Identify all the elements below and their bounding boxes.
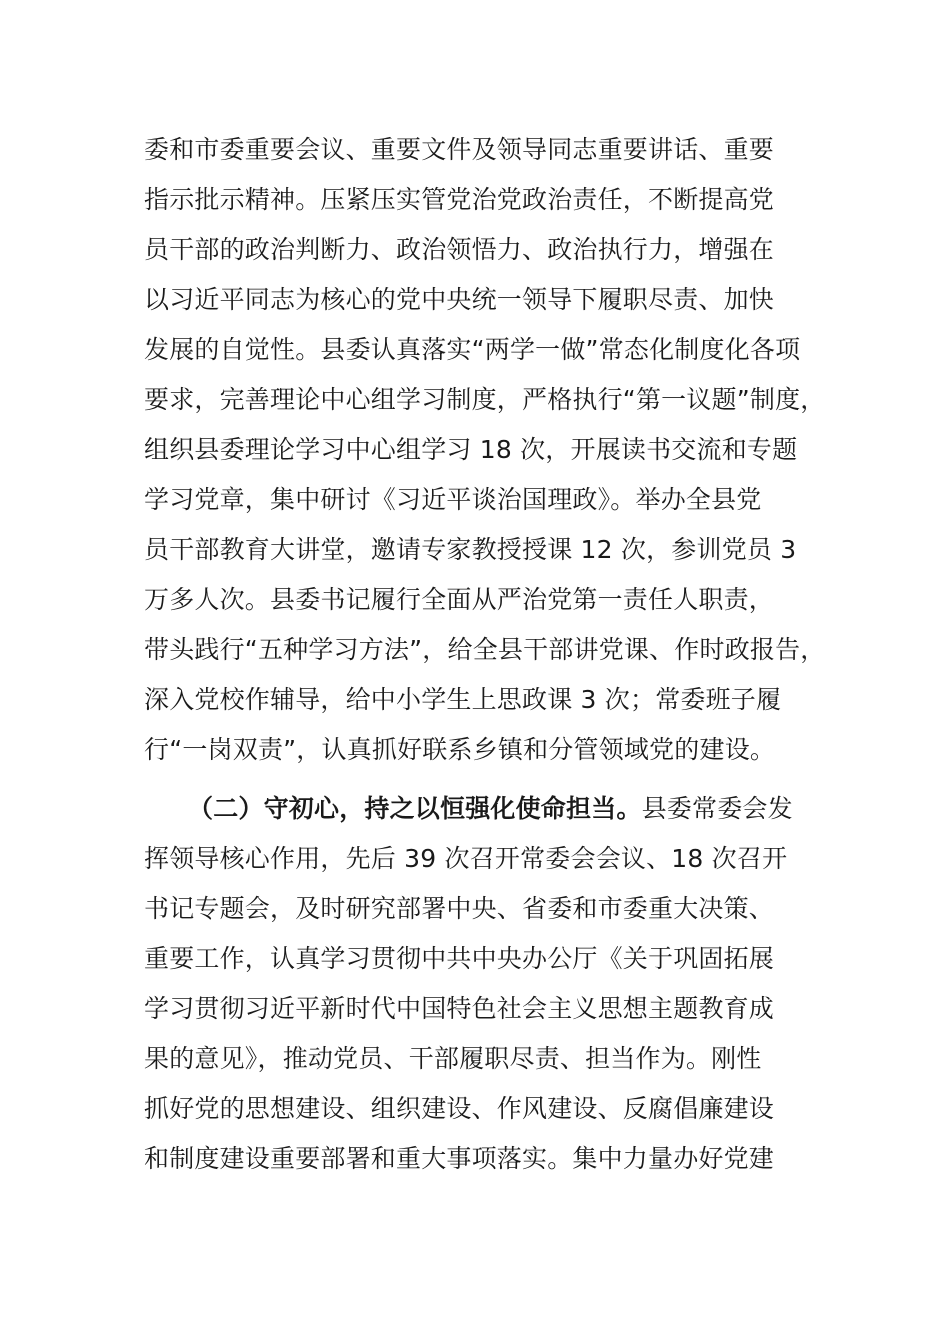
paragraph-1-line-4: 以习近平同志为核心的党中央统一领导下履职尽责、加快 — [144, 285, 775, 314]
paragraph-2-line-1 — [188, 793, 793, 825]
paragraph-2-line-2: 挥领导核心作用，先后 39 次召开常委会会议、18 次召开 — [144, 844, 788, 873]
paragraph-1-line-10: 万多人次。县委书记履行全面从严治党第一责任人职责， — [144, 585, 775, 614]
paragraph-2-line-4: 重要工作，认真学习贯彻中共中央办公厅《关于巩固拓展 — [144, 944, 775, 973]
paragraph-1-line-11: 带头践行“五种学习方法”，给全县干部讲党课、作时政报告， — [144, 635, 826, 664]
paragraph-2-line-7: 抓好党的思想建设、组织建设、作风建设、反腐倡廉建设 — [144, 1094, 775, 1123]
paragraph-1-line-2: 指示批示精神。压紧压实管党治党政治责任，不断提高党 — [144, 185, 775, 214]
paragraph-1-line-9: 员干部教育大讲堂，邀请专家教授授课 12 次，参训党员 3 — [144, 535, 797, 564]
paragraph-2-line-3: 书记专题会，及时研究部署中央、省委和市委重大决策、 — [144, 894, 775, 923]
paragraph-2-line-1-rest: 县委常委会发 — [641, 794, 793, 823]
paragraph-2-line-6: 果的意见》，推动党员、干部履职尽责、担当作为。刚性 — [144, 1044, 762, 1073]
paragraph-1-line-12: 深入党校作辅导，给中小学生上思政课 3 次；常委班子履 — [144, 685, 782, 714]
paragraph-1-line-8: 学习党章，集中研讨《习近平谈治国理政》。举办全县党 — [144, 485, 762, 514]
paragraph-1-line-3: 员干部的政治判断力、政治领悟力、政治执行力，增强在 — [144, 235, 775, 264]
paragraph-1-line-13: 行“一岗双责”，认真抓好联系乡镇和分管领域党的建设。 — [144, 735, 776, 764]
paragraph-2-line-5: 学习贯彻习近平新时代中国特色社会主义思想主题教育成 — [144, 994, 775, 1023]
paragraph-1-line-6: 要求，完善理论中心组学习制度，严格执行“第一议题”制度， — [144, 385, 826, 414]
paragraph-1-line-1: 委和市委重要会议、重要文件及领导同志重要讲话、重要 — [144, 135, 775, 164]
paragraph-1-line-5: 发展的自觉性。县委认真落实“两学一做”常态化制度化各项 — [144, 335, 801, 364]
paragraph-2-line-8: 和制度建设重要部署和重大事项落实。集中力量办好党建 — [144, 1144, 775, 1173]
paragraph-1-line-7: 组织县委理论学习中心组学习 18 次，开展读书交流和专题 — [144, 435, 798, 464]
section-heading: （二）守初心，持之以恒强化使命担当。 — [188, 794, 642, 823]
